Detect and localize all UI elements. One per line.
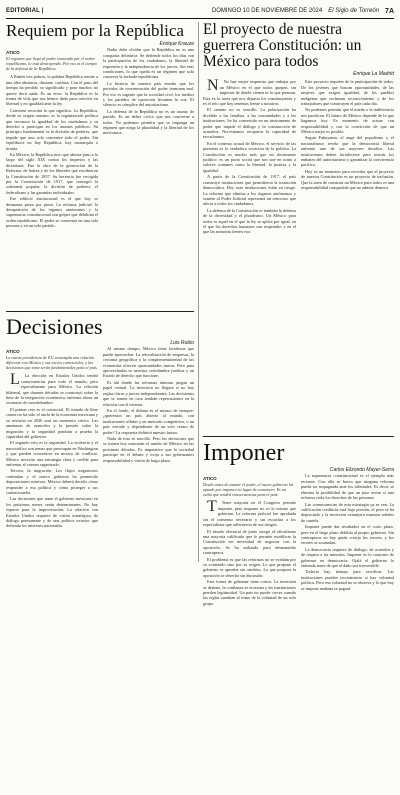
section-rule — [203, 436, 394, 437]
section-label: EDITORIAL | — [6, 8, 44, 14]
paragraph: Al mismo tiempo, México tiene fortalezas que puede aprovechar. La relocalización de empresas, la cercanía geográfica y la complementariedad de las economías ofrecen oportunidades únicas. Pero para aprovecharlas se necesita certidumbre jurídica y un Estado de derecho que funcione. — [103, 346, 194, 379]
paragraph: El camino no es sencillo. La polarización ha dividido a las familias, a las comunidades y a las instituciones. Se ha convertido en un instrumento de poder que impide el diálogo y la construcción de acuerdos. Necesitamos recuperar la capacidad de escucharnos. — [203, 107, 296, 140]
article-decisiones — [6, 316, 194, 790]
paragraph: No podemos permitir que el miedo o la indiferencia nos paralicen. El futuro de México depende de lo que hagamos hoy. Es momento de actuar con responsabilidad y con la convicción de que un México mejor es posible. — [301, 107, 394, 135]
paragraph: La defensa de la República no es un asunto de partido. Es un deber cívico que nos concierne a todos. No podemos permitir que se imponga un régimen que niega la pluralidad y la libertad de los mexicanos. — [103, 108, 194, 136]
article-lede: Desde antes de asumir el poder, el nuevo gobierno ha optado por imponer en lugar de convencer. Es un estilo que tendrá consecuencias para el país. — [203, 482, 294, 498]
paragraph: Esta forma de gobernar tiene costos. La inversión se detiene, la confianza se erosiona y las instituciones pierden legitimidad. Un país no puede crecer cuando las reglas cambian al ritmo de la voluntad de un solo grupo. — [203, 579, 296, 606]
masthead-right — [212, 8, 394, 15]
paragraph: Conviene recordar lo que significa. La República, desde su origen romano, es la organización política que reconoce la igualdad de los ciudadanos y su derecho a participar en los asuntos públicos. Su principio fundamental es la división de poderes, que impide que uno solo concentre todo el poder. Sin equilibrios no hay República, hay monarquía o tiranía. — [6, 107, 98, 151]
paragraph: Imponer puede dar resultados en el corto plazo, pero en el largo plazo debilita al propio gobierno. Sin contrapesos no hay quién corrija los errores, y los errores se acumulan. — [301, 524, 394, 546]
article-col-1 — [203, 79, 296, 235]
paragraph: La historia de nuestro país enseña que los periodos de concentración del poder terminan mal. Por eso es urgente que la sociedad civil, los medios y los partidos de oposición levanten la voz. El silencio es cómplice del autoritarismo. — [103, 80, 194, 108]
article-body — [203, 500, 296, 606]
paragraph: Las consecuencias de esta estrategia ya se ven. La calificación crediticia está bajo presión, el peso se ha depreciado y la inversión extranjera muestra señales de cautela. — [301, 501, 394, 523]
paragraph — [203, 500, 296, 527]
paragraph: El segundo reto es la seguridad. La violencia y el narcotráfico son temas que preocupan en Washington y que pueden convertirse en motivo de conflicto. México necesita una estrategia clara y creíble para enfrentar al crimen organizado. — [6, 440, 98, 467]
paragraph: La democracia requiere de diálogo, de acuerdos y de respeto a las minorías. Imponer es lo contrario de gobernar en democracia. Ojalá el gobierno lo entienda antes de que el daño sea irreversible. — [301, 546, 394, 568]
page-number: 7A — [385, 7, 394, 15]
masthead — [6, 4, 394, 19]
article-col-1 — [6, 346, 98, 529]
paragraph: Nadie debe olvidar que la República no es una conquista definitiva. Se defiende todos los días con la participación de los ciudadanos, la libertad de expresión y la independencia de los jueces. Sin esas condiciones, lo que queda es un régimen que solo conserva la fachada republicana. — [103, 47, 194, 80]
article-col-1 — [6, 47, 98, 229]
paragraph: Es ahí donde las reformas internas juegan un papel central. La inversión no llegará si no hay reglas claras y jueces independientes. Las decisiones que se tomen en casa tendrán repercusiones en la relación con el exterior. — [103, 379, 194, 407]
article-body — [6, 373, 98, 528]
paragraph: La supremacía constitucional es el ejemplo más reciente. Con ella se busca que ninguna reforma pueda ser impugnada ante los tribunales. Es decir, se elimina la posibilidad de que un juez revise si una reforma viola los derechos de las personas. — [301, 473, 394, 501]
paragraph: Hoy es un momento para recordar que el proyecto de nuestra Constitución es un proyecto de inclusión. Que la tarea de construir un México para todos es una responsabilidad compartida que no admite demora. — [301, 168, 394, 191]
paragraph-text: Tener mayoría en el Congreso permite imponer, pero imponer no es lo mismo que gobernar. La reforma judicial fue aprobada sin el consenso necesario y sin escuchar a los especialistas que advirtieron de sus riesgos. — [203, 500, 296, 528]
article-requiem — [6, 22, 194, 307]
article-col-2 — [103, 47, 194, 229]
article-headline: Requiem por la República — [6, 22, 184, 40]
article-lede: El régimen que llegó al poder sostenido por el orden republicano, lo está destruyendo. Por eso es el tiempo de la defensa de la República. — [6, 56, 97, 72]
paragraph: Nada de esto es sencillo. Pero las decisiones que se tomen hoy marcarán el rumbo de México en las próximas décadas. Es imperativo que la sociedad participe en el debate y exija a sus gobernantes responsabilidad y visión de largo plazo. — [103, 435, 194, 463]
paper-name: El Siglo de Torreón — [328, 8, 380, 14]
section-rule — [6, 311, 194, 312]
paragraph: El problema es que las reformas no se evalúan por su contenido sino por su origen. Lo que propone el gobierno se aprueba sin cambios. Lo que propone la oposición se desecha sin discusión. — [203, 556, 296, 578]
paragraph: Este proyecto requiere de la participación de todos. De los jóvenes que buscan oportunidades, de las mujeres que exigen igualdad, de los pueblos indígenas que reclaman reconocimiento y de los trabajadores que construyen el país cada día. — [301, 79, 394, 107]
kicker: ATICO — [6, 349, 20, 355]
article-lede: La nueva presidencia de EU contempla una relación diferente con México y sus socios comerciales, y las decisiones que tome serán fundamentales para el país. — [6, 355, 98, 371]
paragraph: La defensa de la Constitución es también la defensa de la diversidad y el pluralismo. Un México para todos es aquel en el que la ley se aplica por igual, en el que los derechos humanos son respetados y en el que las minorías tienen voz. — [203, 207, 297, 235]
paragraph: En México, la República tuvo que abrirse paso a lo largo del siglo XIX contra los imperios y las dictaduras. Fue la obra de la generación de la Reforma, de Juárez y de los liberales que escribieron la Constitución de 1857. Su herencia fue recogida por la Constitución de 1917, que consagró la soberanía popular, la división de poderes, el federalismo y las garantías individuales. — [6, 152, 98, 195]
paragraph — [203, 79, 296, 106]
article-col-2 — [103, 346, 194, 529]
article-byline: Enrique Krauze — [159, 41, 194, 48]
article-col-1 — [203, 473, 296, 607]
article-proyecto — [203, 22, 394, 432]
paragraph: Ese edificio institucional es el que hoy se desmonta pieza por pieza. La reforma judicial, la desaparición de los órganos autónomos y la supremacía constitucional son golpes que debilitan el orden republicano. El poder se concentra en una sola persona y en un solo partido. — [6, 196, 98, 229]
paragraph: Segun Fukuyama, el auge del populismo y el nacionalismo revela que la democracia liberal enfrenta uno de sus mayores desafíos. Las instituciones deben fortalecerse para resistir los embates del autoritarismo y garantizar la convivencia pacífica. — [301, 135, 394, 168]
article-byline: Carlos Elizondo Mayer-Serra — [329, 467, 394, 474]
article-imponer — [203, 441, 394, 790]
kicker: ATICO — [203, 476, 217, 482]
paragraph: Todavía hay tiempo para rectificar. Las instituciones pueden reconstruirse si hay voluntad política. Pero esa voluntad no se observa y lo que hoy se impone mañana se pagará. — [301, 569, 394, 591]
paragraph-text: No hay mejor respuesta que trabajar por un México en el que todos quepan, sin importar de dónde vienen ni lo que piensan. Esta es la tarea que nos dejaron los constituyentes y es el reto que hoy tenemos frente a nosotros. — [203, 79, 296, 107]
paragraph: En el fondo, el dilema es el mismo de siempre: ¿queremos un país abierto al mundo, con instituciones sólidas y un mercado competitivo, o un país cerrado y dependiente de un solo centro de poder? La respuesta definirá nuestro futuro. — [103, 407, 194, 435]
drop-cap: N — [207, 77, 219, 95]
article-col-2 — [301, 473, 394, 607]
article-byline: Enrique La Madrid — [353, 71, 394, 78]
drop-cap: L — [10, 371, 20, 389]
paragraph: Las decisiones que tome el gobierno mexicano en los próximos meses serán determinantes. No hay espacio para la improvisación. La relación con Estados Unidos requiere de visión estratégica, de diálogo permanente y de una política exterior que defienda los intereses nacionales. — [6, 496, 98, 529]
kicker: ATICO — [6, 50, 20, 56]
paragraph: A partir de la Constitución de 1917, el país construyó instituciones que permitieron la transición democrática. Hoy esas instituciones están en riesgo. La reforma que elimina a los órganos autónomos y somete al Poder Judicial representa un retroceso que afecta a todos los ciudadanos. — [203, 174, 296, 207]
paragraph — [6, 373, 98, 405]
issue-date: DOMINGO 10 DE NOVIEMBRE DE 2024 — [211, 8, 323, 14]
article-col-2 — [301, 79, 394, 235]
paragraph: A Rubén tres pobres, la palabra República remite a una idea abstracta, distante, confusa. Con el paso del tiempo ha perdido su significado y para muchos no quiere decir nada. Es un error: la República es la forma de vida que nos hemos dado para convivir en libertad y en igualdad ante la ley. — [6, 74, 98, 107]
paragraph: Tercero, la migración. Los flujos migratorios continúan y el nuevo gobierno ha prometido deportaciones masivas. México deberá decidir cómo responder a esa política y cómo proteger a sus connacionales. — [6, 468, 98, 495]
column-divider — [198, 22, 199, 562]
article-body — [6, 74, 98, 228]
article-byline: Luis Rubio — [170, 340, 194, 347]
drop-cap: T — [207, 498, 217, 516]
paragraph: El triunfo electoral de junio otorgó al oficialismo una mayoría calificada que le permite modificar la Constitución sin necesidad de negociar con la oposición. Se ha utilizado para desmantelar contrapesos. — [203, 528, 296, 556]
paragraph: El primer reto es el comercial. El tratado de libre comercio ha sido el ancla de la economía mexicana y su revisión en 2026 será un momento crítico. Las amenazas de aranceles y la presión sobre la migración y la seguridad pondrán a prueba la capacidad del gobierno. — [6, 406, 98, 439]
paragraph: En el contexto actual de México, el servicio de las personas es la verdadera vocación de la política. La Constitución es mucho más que un documento jurídico: es un pacto social que nos une en torno a valores comunes como la libertad, la justicia y la igualdad. — [203, 140, 296, 173]
article-headline: Decisiones — [6, 316, 103, 339]
article-headline: Imponer — [203, 441, 285, 466]
paragraph-text: La elección en Estados Unidos tendrá consecuencias para todo el mundo, pero especialmente para México. La relación bilateral, que durante décadas se construyó sobre la base de la integración económica, enfrenta ahora un escenario de incertidumbre. — [6, 373, 98, 406]
article-headline: El proyecto de nuestra guerrera Constitución: un México para todos — [203, 22, 362, 70]
